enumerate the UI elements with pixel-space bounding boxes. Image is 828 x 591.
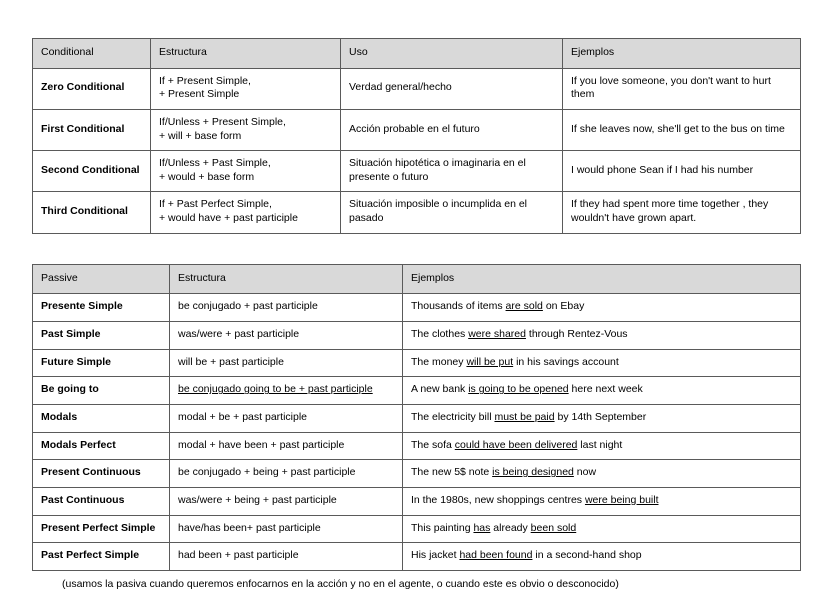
example-text-pre: The electricity bill — [411, 410, 495, 423]
conditionals-header-ejemplos: Ejemplos — [563, 39, 801, 69]
example-text-underlined: are sold — [505, 300, 543, 313]
passive-example — [403, 294, 801, 322]
passive-example — [403, 349, 801, 377]
conditionals-header-estructura: Estructura — [151, 39, 341, 69]
table-spacer — [32, 234, 800, 264]
example-text-underlined: had been found — [459, 549, 533, 562]
table-row — [33, 192, 801, 233]
table-row — [33, 404, 801, 432]
example-text-underlined: is being designed — [492, 466, 574, 479]
table-row — [33, 294, 801, 322]
structure-line-2: + would have + past participle — [159, 212, 298, 225]
example-text-post: on Ebay — [542, 300, 585, 313]
passive-structure: was/were + past participle — [170, 322, 403, 350]
passive-structure: modal + be + past participle — [170, 404, 403, 432]
structure-line-1: If/Unless + Past Simple, — [159, 157, 271, 170]
passive-example — [403, 377, 801, 405]
conditional-structure — [151, 109, 341, 150]
table-row — [33, 349, 801, 377]
passive-label: Present Perfect Simple — [33, 515, 170, 543]
conditional-use: Verdad general/hecho — [341, 68, 563, 109]
example-text-underlined: has — [473, 521, 491, 534]
passive-label: Modals Perfect — [33, 432, 170, 460]
example-text-underlined: could have been delivered — [454, 438, 578, 451]
table-row — [33, 377, 801, 405]
structure-line-2: + Present Simple — [159, 88, 240, 101]
conditional-label: Second Conditional — [33, 151, 151, 192]
passive-example — [403, 432, 801, 460]
passive-label: Modals — [33, 404, 170, 432]
passive-header-estructura: Estructura — [170, 264, 403, 294]
passive-label: Past Simple — [33, 322, 170, 350]
example-text-pre: In the 1980s, new shoppings centres — [411, 493, 585, 506]
structure-line-2: + will + base form — [159, 129, 242, 142]
table-row — [33, 151, 801, 192]
example-text-pre: A new bank — [411, 383, 469, 396]
example-text-pre: The clothes — [411, 328, 469, 341]
table-row — [33, 109, 801, 150]
conditional-example: If she leaves now, she'll get to the bus on time — [563, 109, 801, 150]
table-row — [33, 543, 801, 571]
passive-structure: had been + past participle — [170, 543, 403, 571]
conditional-structure — [151, 192, 341, 233]
conditional-use: Situación imposible o incumplida en el pasado — [341, 192, 563, 233]
passive-structure: modal + have been + past participle — [170, 432, 403, 460]
passive-structure: be conjugado + being + past participle — [170, 460, 403, 488]
passive-example — [403, 404, 801, 432]
table-row — [33, 322, 801, 350]
passive-label: Presente Simple — [33, 294, 170, 322]
structure-underlined: be conjugado going to be + past participle — [178, 383, 373, 396]
example-text-underlined: were shared — [468, 328, 526, 341]
table-row — [33, 515, 801, 543]
passive-label: Future Simple — [33, 349, 170, 377]
structure-line-2: + would + base form — [159, 170, 255, 183]
structure-line-1: If/Unless + Present Simple, — [159, 115, 286, 128]
conditional-label: First Conditional — [33, 109, 151, 150]
passive-structure: be conjugado + past participle — [170, 294, 403, 322]
example-text-underlined: is going to be opened — [468, 383, 569, 396]
conditional-structure — [151, 68, 341, 109]
passive-structure: will be + past participle — [170, 349, 403, 377]
example-text-underlined: will be put — [466, 355, 514, 368]
table-row — [33, 68, 801, 109]
conditional-example: I would phone Sean if I had his number — [563, 151, 801, 192]
structure-line-1: If + Present Simple, — [159, 74, 251, 87]
example-text-post: last night — [577, 438, 623, 451]
passive-header-row — [33, 264, 801, 294]
passive-label: Past Perfect Simple — [33, 543, 170, 571]
passive-example — [403, 487, 801, 515]
example-text-pre: Thousands of items — [411, 300, 506, 313]
structure-line-1: If + Past Perfect Simple, — [159, 198, 272, 211]
conditionals-header-row — [33, 39, 801, 69]
passive-voice-table — [32, 264, 801, 571]
example-text-post: already — [490, 521, 531, 534]
example-text-pre: The new 5$ note — [411, 466, 493, 479]
example-text-post: now — [573, 466, 597, 479]
passive-label: Present Continuous — [33, 460, 170, 488]
conditional-label: Zero Conditional — [33, 68, 151, 109]
example-text-post: by 14th September — [554, 410, 647, 423]
example-text-post: through Rentez-Vous — [525, 328, 628, 341]
example-text-pre: This painting — [411, 521, 474, 534]
conditionals-header-uso: Uso — [341, 39, 563, 69]
passive-structure — [170, 377, 403, 405]
passive-example — [403, 543, 801, 571]
conditionals-header-conditional: Conditional — [33, 39, 151, 69]
passive-example — [403, 322, 801, 350]
passive-example — [403, 460, 801, 488]
passive-label: Be going to — [33, 377, 170, 405]
passive-header-ejemplos: Ejemplos — [403, 264, 801, 294]
example-text-underlined-2: been sold — [530, 521, 577, 534]
table-row — [33, 487, 801, 515]
example-text-pre: The money — [411, 355, 467, 368]
passive-label: Past Continuous — [33, 487, 170, 515]
example-text-underlined: must be paid — [494, 410, 555, 423]
passive-footnote: (usamos la pasiva cuando queremos enfocarnos en la acción y no en el agente, o cuando este es obvio o desconocido) — [62, 577, 619, 590]
example-text-post: here next week — [568, 383, 643, 396]
passive-structure: have/has been+ past participle — [170, 515, 403, 543]
example-text-pre: His jacket — [411, 549, 460, 562]
conditional-use: Acción probable en el futuro — [341, 109, 563, 150]
table-row — [33, 432, 801, 460]
example-text-underlined: were being built — [584, 493, 659, 506]
example-text-pre: The sofa — [411, 438, 455, 451]
conditional-structure — [151, 151, 341, 192]
conditional-use: Situación hipotética o imaginaria en el presente o futuro — [341, 151, 563, 192]
conditionals-table — [32, 38, 801, 234]
conditional-example: If they had spent more time together , they wouldn't have grown apart. — [563, 192, 801, 233]
example-text-post: in his savings account — [513, 355, 619, 368]
conditional-label: Third Conditional — [33, 192, 151, 233]
example-text-post: in a second-hand shop — [532, 549, 642, 562]
passive-header-passive: Passive — [33, 264, 170, 294]
conditional-example: If you love someone, you don't want to hurt them — [563, 68, 801, 109]
passive-structure: was/were + being + past participle — [170, 487, 403, 515]
passive-example — [403, 515, 801, 543]
table-row — [33, 460, 801, 488]
